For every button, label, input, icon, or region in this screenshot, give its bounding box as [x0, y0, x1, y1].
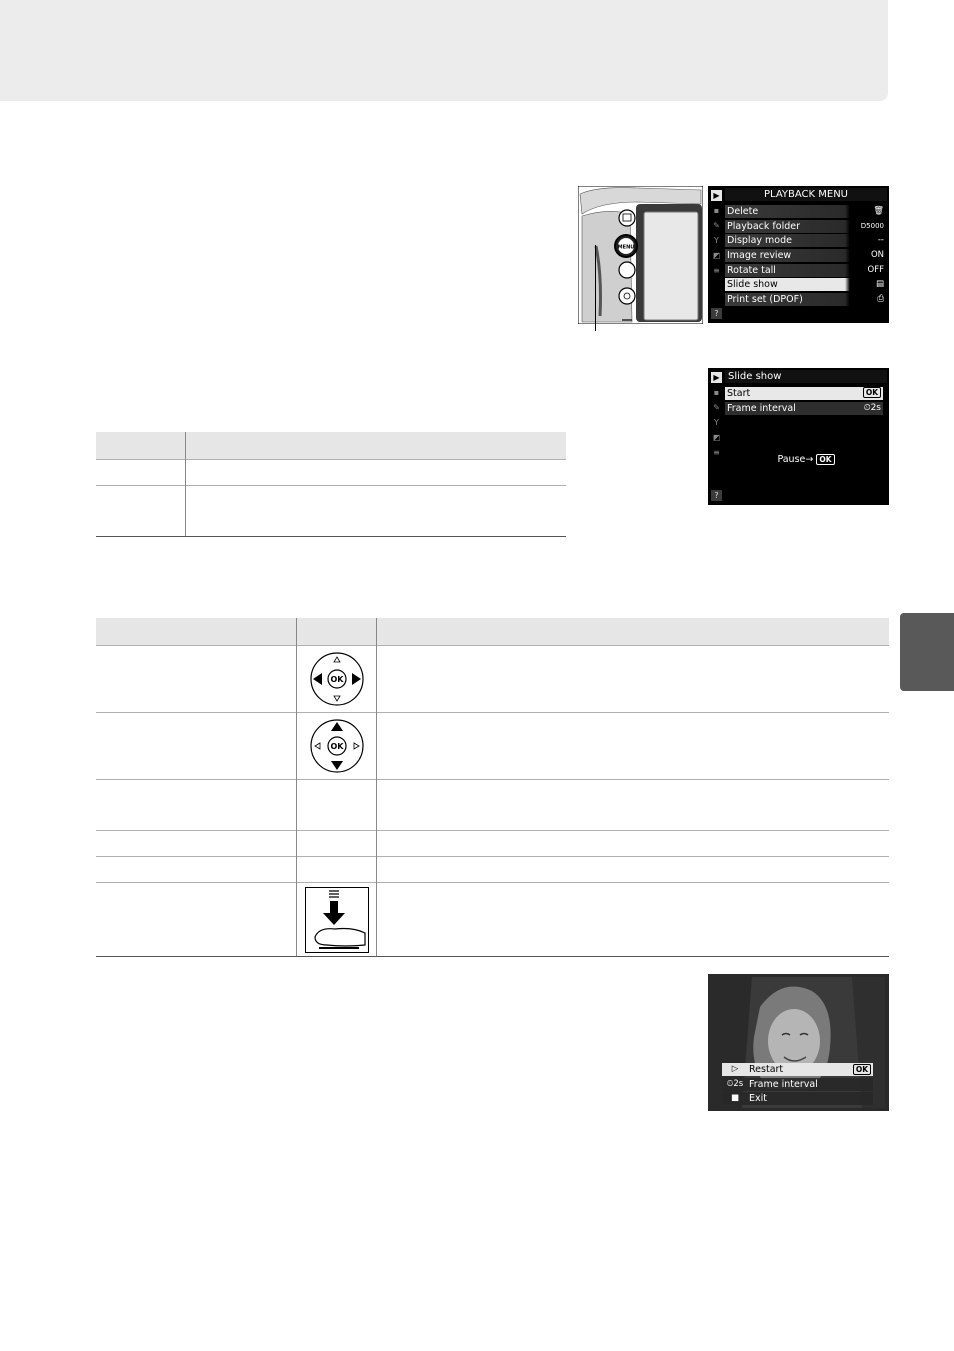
menu-item-label: Delete — [727, 206, 759, 217]
menu-item-playback-folder[interactable] — [725, 220, 885, 233]
table-header-row — [96, 432, 566, 460]
table-cell — [96, 883, 297, 957]
slide-show-operations-table — [96, 618, 889, 957]
menu-title: PLAYBACK MENU — [725, 188, 887, 201]
slide-show-options-table — [96, 432, 566, 537]
menu-item-label: Slide show — [727, 279, 778, 291]
table-row — [96, 883, 889, 957]
menu-item-label: Restart — [749, 1064, 784, 1075]
table-cell — [377, 831, 890, 857]
menu-item-frame-interval[interactable] — [725, 402, 883, 415]
table-cell — [297, 780, 377, 831]
table-header-cell — [186, 432, 567, 460]
multi-selector-left-right-icon — [309, 651, 365, 707]
trash-icon: 🗑 — [873, 206, 884, 216]
playback-menu-list — [725, 205, 885, 308]
stop-icon: ■ — [730, 1093, 740, 1103]
table-cell — [377, 883, 890, 957]
printer-icon: ⎙ — [877, 294, 884, 305]
table-cell — [96, 831, 297, 857]
table-header-cell — [377, 618, 890, 646]
slide-show-end-screen — [708, 974, 889, 1111]
menu-item-image-review[interactable] — [725, 249, 885, 262]
shooting-tab-icon[interactable]: ▪ — [713, 388, 720, 397]
table-row — [96, 857, 889, 883]
table-cell — [186, 460, 567, 486]
menu-item-delete[interactable] — [725, 205, 885, 218]
menu-button-label: MENU — [617, 244, 635, 251]
slide-show-icon: ▤ — [875, 279, 884, 290]
menu-item-display-mode[interactable] — [725, 234, 885, 247]
table-cell — [96, 713, 297, 780]
menu-item-label: Frame interval — [727, 403, 796, 414]
retouch-tab-icon[interactable]: ◩ — [712, 433, 721, 442]
table-row — [96, 486, 566, 537]
table-cell — [377, 646, 890, 713]
help-icon[interactable]: ? — [711, 308, 722, 319]
table-cell — [96, 780, 297, 831]
table-row — [96, 831, 889, 857]
table-cell — [96, 460, 186, 486]
menu-item-label: Start — [727, 388, 751, 399]
table-cell — [377, 857, 890, 883]
ok-icon: OK — [853, 1064, 871, 1075]
camera-back-illustration — [578, 186, 703, 324]
recent-settings-tab-icon[interactable]: ≡ — [713, 266, 720, 275]
playback-tab-icon[interactable]: ▶ — [711, 190, 722, 201]
pause-hint-text: Pause→ — [777, 454, 814, 465]
menu-item-label: Playback folder — [727, 220, 800, 232]
multi-selector-up-down-icon — [309, 718, 365, 774]
menu-item-value: ⏲2s — [863, 403, 881, 413]
playback-menu-screen — [708, 186, 889, 323]
shutter-release-press-icon — [305, 887, 369, 953]
chapter-tab — [900, 613, 954, 691]
menu-item-value: D5000 — [860, 221, 884, 230]
end-options-menu — [722, 1063, 873, 1107]
table-cell — [377, 780, 890, 831]
table-cell — [96, 646, 297, 713]
ok-button-label: OK — [330, 742, 343, 751]
playback-tab-icon[interactable]: ▶ — [711, 372, 722, 383]
table-cell — [96, 857, 297, 883]
menu-item-value: ON — [870, 250, 884, 261]
menu-item-label: Display mode — [727, 235, 792, 247]
menu-item-start[interactable] — [725, 387, 883, 400]
table-cell — [377, 713, 890, 780]
slide-show-menu-screen — [708, 368, 889, 505]
help-icon[interactable]: ? — [711, 490, 722, 501]
table-row — [96, 460, 566, 486]
table-header-row — [96, 618, 889, 646]
table-cell — [186, 486, 567, 537]
recent-settings-tab-icon[interactable]: ≡ — [713, 448, 720, 457]
menu-title: Slide show — [725, 370, 887, 383]
table-row — [96, 713, 889, 780]
table-cell — [297, 857, 377, 883]
table-cell — [297, 831, 377, 857]
menu-item-rotate-tall[interactable] — [725, 264, 885, 277]
ok-icon: OK — [863, 387, 881, 398]
menu-item-value: OFF — [867, 264, 884, 275]
menu-item-value: -- — [877, 235, 884, 246]
menu-item-label: Exit — [749, 1093, 767, 1104]
setup-tab-icon[interactable]: Y — [714, 236, 719, 245]
menu-item-exit[interactable] — [722, 1092, 873, 1105]
menu-item-label: Print set (DPOF) — [727, 294, 803, 306]
ok-icon: OK — [816, 454, 834, 465]
shooting-tab-icon[interactable]: ▪ — [713, 206, 720, 215]
table-cell — [297, 646, 377, 713]
setup-tab-icon[interactable]: Y — [714, 418, 719, 427]
menu-tabs — [710, 190, 723, 321]
menu-tabs — [710, 372, 723, 503]
pause-hint — [725, 454, 887, 465]
timer-icon: ⏲2s — [726, 1078, 744, 1089]
table-header-cell — [96, 432, 186, 460]
table-cell — [297, 713, 377, 780]
menu-item-restart[interactable] — [722, 1063, 873, 1076]
table-cell — [96, 486, 186, 537]
custom-setting-tab-icon[interactable]: ✎ — [713, 221, 720, 230]
menu-item-print-set[interactable] — [725, 293, 885, 306]
menu-item-label: Frame interval — [749, 1078, 818, 1090]
table-header-cell — [297, 618, 377, 646]
play-icon: ▷ — [731, 1064, 739, 1074]
retouch-tab-icon[interactable]: ◩ — [712, 251, 721, 260]
callout-line — [595, 245, 596, 331]
menu-item-frame-interval[interactable] — [722, 1078, 873, 1091]
ok-button-label: OK — [330, 675, 343, 684]
table-row — [96, 780, 889, 831]
table-row — [96, 646, 889, 713]
menu-item-label: Image review — [727, 250, 792, 262]
menu-item-slide-show[interactable] — [725, 278, 885, 291]
table-header-cell — [96, 618, 297, 646]
menu-item-label: Rotate tall — [727, 264, 776, 276]
slide-show-menu-list — [725, 387, 883, 417]
page-header-band — [0, 0, 888, 101]
table-cell — [297, 883, 377, 957]
custom-setting-tab-icon[interactable]: ✎ — [713, 403, 720, 412]
